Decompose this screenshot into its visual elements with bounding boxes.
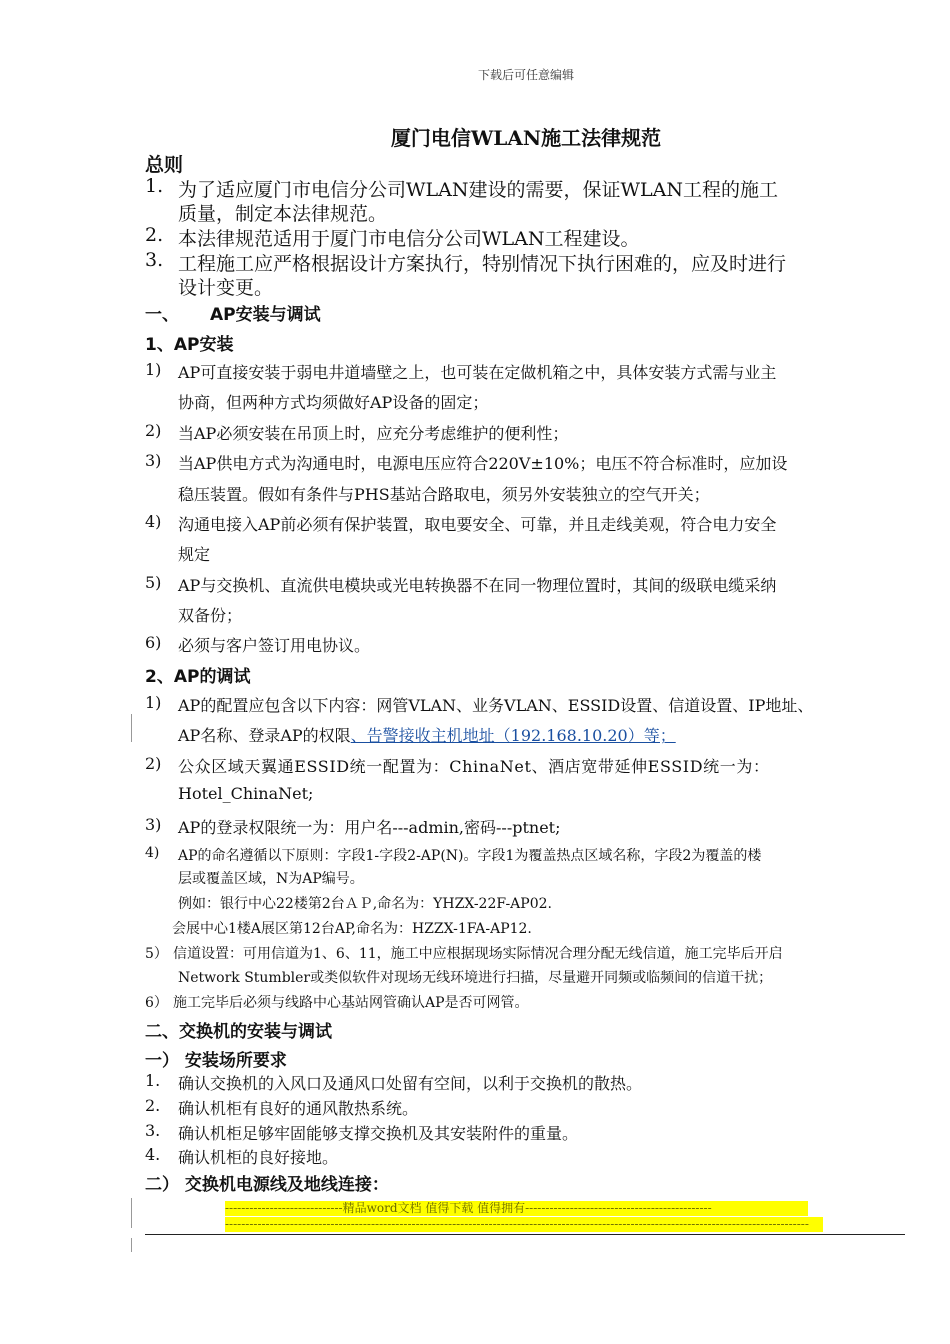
footer-watermark-line1: -----------------------------精品word文档 值得下载 值得拥有----------------------------------------------	[225, 1201, 808, 1216]
alarm-host-link[interactable]: 、告警接收主机地址（192.168.10.20）等；	[350, 726, 676, 745]
section1-sub1-heading: 1、AP安装	[145, 335, 234, 355]
footer-watermark-line2: ------------------------------------------------------------------------------------------------------------------------------------------------	[225, 1217, 823, 1232]
page-title: 厦门电信WLAN施工法律规范	[390, 126, 662, 150]
ap-debug-item-1-line2	[178, 723, 676, 746]
general-item-3-line1: 工程施工应严格根据设计方案执行，特别情况下执行困难的，应及时进行	[178, 253, 787, 275]
ap-debug-item-5-num: 5）	[145, 946, 168, 962]
ap-debug-item-1-num: 1)	[145, 693, 162, 712]
ap-install-item-6-line1: 必须与客户签订用电协议。	[178, 636, 371, 655]
header-note: 下载后可任意编辑	[477, 68, 574, 82]
ap-install-item-4-num: 4)	[145, 512, 162, 531]
ap-debug-item-4-line4: 会展中心1楼A展区第12台AP,命名为：HZZX-1FA-AP12.	[172, 921, 532, 937]
ap-install-item-1-num: 1)	[145, 360, 162, 379]
section2-sub1-heading: 一） 安装场所要求	[145, 1051, 287, 1071]
switch-req-item-4-text: 确认机柜的良好接地。	[178, 1148, 339, 1167]
ap-install-item-2-num: 2)	[145, 421, 162, 440]
ap-debug-item-4-line3: 例如：银行中心22楼第2台ＡＰ,命名为：YHZX-22F-AP02.	[178, 896, 552, 912]
switch-req-item-1-text: 确认交换机的入风口及通风口处留有空间，以利于交换机的散热。	[178, 1074, 643, 1093]
revision-bar	[131, 714, 132, 742]
ap-debug-item-1-line2-plain: AP名称、登录AP的权限	[178, 726, 351, 745]
section2-sub2-heading: 二） 交换机电源线及地线连接：	[145, 1175, 389, 1195]
switch-req-item-2-text: 确认机柜有良好的通风散热系统。	[178, 1099, 419, 1118]
ap-debug-item-5-line2: Network Stumbler或类似软件对现场无线环境进行扫描，尽量避开同频或临频间的信道干扰；	[178, 970, 773, 986]
ap-debug-item-6-line1: 施工完毕后必须与线路中心基站网管确认AP是否可网管。	[173, 995, 529, 1011]
ap-debug-item-5-line1: 信道设置：可用信道为1、6、11，施工中应根据现场实际情况合理分配无线信道，施工完毕后开启	[173, 946, 783, 962]
ap-debug-item-3-num: 3)	[145, 815, 162, 834]
general-item-1-num: 1.	[145, 175, 164, 197]
footer-divider	[145, 1234, 905, 1235]
general-item-3-line2: 设计变更。	[178, 277, 274, 299]
switch-req-item-4-num: 4.	[145, 1145, 161, 1164]
ap-install-item-1-line1: AP可直接安装于弱电井道墙壁之上，也可装在定做机箱之中，具体安装方式需与业主	[178, 363, 777, 382]
ap-debug-item-6-num: 6）	[145, 995, 168, 1011]
ap-install-item-3-num: 3)	[145, 451, 162, 470]
section1-sub2-heading: 2、AP的调试	[145, 667, 251, 687]
ap-install-item-3-line1: 当AP供电方式为沟通电时，电源电压应符合220V±10%；电压不符合标准时，应加设	[178, 454, 788, 473]
ap-install-item-6-num: 6)	[145, 633, 162, 652]
ap-debug-item-1-line1: AP的配置应包含以下内容：网管VLAN、业务VLAN、ESSID设置、信道设置、IP地址、	[178, 696, 814, 715]
ap-install-item-5-line1: AP与交换机、直流供电模块或光电转换器不在同一物理位置时，其间的级联电缆采纳	[178, 576, 777, 595]
switch-req-item-3-text: 确认机柜足够牢固能够支撑交换机及其安装附件的重量。	[178, 1124, 579, 1143]
switch-req-item-2-num: 2.	[145, 1096, 161, 1115]
ap-install-item-2-line1: 当AP必须安装在吊顶上时，应充分考虑维护的便利性；	[178, 424, 569, 443]
section1-num: 一、	[145, 305, 179, 325]
section1-heading: AP安装与调试	[210, 305, 321, 325]
general-item-1-line2: 质量，制定本法律规范。	[178, 203, 388, 225]
general-item-2-num: 2.	[145, 224, 164, 246]
general-item-1-line1: 为了适应厦门市电信分公司WLAN建设的需要，保证WLAN工程的施工	[178, 179, 778, 201]
footer-revision-bar-2	[131, 1238, 132, 1252]
ap-debug-item-3-line1: AP的登录权限统一为：用户名---admin,密码---ptnet;	[178, 818, 561, 837]
general-item-2-line1: 本法律规范适用于厦门市电信分公司WLAN工程建设。	[178, 228, 640, 250]
ap-debug-item-2-num: 2)	[145, 754, 162, 773]
switch-req-item-3-num: 3.	[145, 1121, 161, 1140]
ap-install-item-4-line2: 规定	[178, 545, 211, 564]
ap-install-item-5-num: 5)	[145, 573, 162, 592]
ap-install-item-1-line2: 协商，但两种方式均须做好AP设备的固定；	[178, 393, 489, 412]
switch-req-item-1-num: 1.	[145, 1071, 161, 1090]
section2-heading: 二、交换机的安装与调试	[145, 1022, 332, 1042]
ap-debug-item-4-num: 4)	[145, 845, 160, 861]
general-heading: 总则	[145, 154, 184, 176]
ap-install-item-3-line2: 稳压装置。假如有条件与PHS基站合路取电，须另外安装独立的空气开关；	[178, 485, 710, 504]
general-item-3-num: 3.	[145, 249, 164, 271]
ap-debug-item-4-line2: 层或覆盖区域，N为AP编号。	[178, 871, 364, 887]
footer-revision-bar	[131, 1198, 132, 1228]
ap-install-item-4-line1: 沟通电接入AP前必须有保护装置，取电要安全、可靠，并且走线美观，符合电力安全	[178, 515, 777, 534]
ap-debug-item-2-line2: Hotel_ChinaNet;	[178, 784, 314, 803]
ap-debug-item-4-line1: AP的命名遵循以下原则：字段1-字段2-AP(N)。字段1为覆盖热点区域名称，字段2为覆盖的楼	[178, 848, 762, 864]
ap-install-item-5-line2: 双备份；	[178, 606, 243, 625]
ap-debug-item-2-line1: 公众区域天翼通ESSID统一配置为：ChinaNet、酒店宽带延伸ESSID统一为：	[178, 757, 770, 776]
